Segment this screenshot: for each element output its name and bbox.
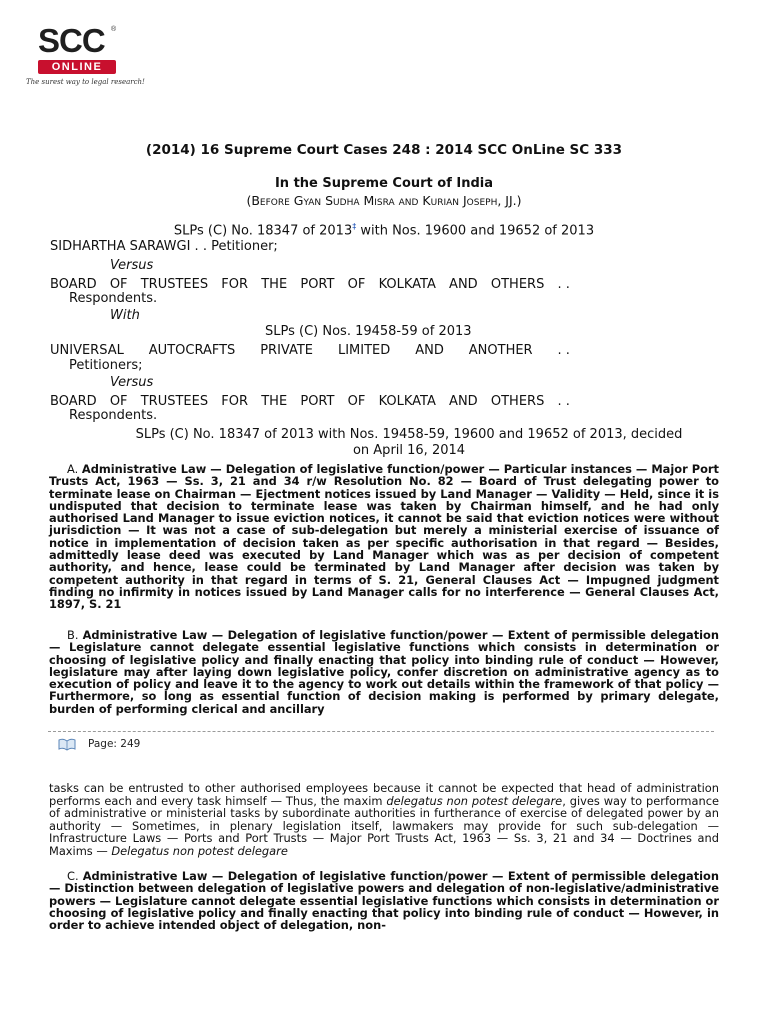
- respondent-2-word: PORT: [300, 394, 335, 409]
- respondent-2-word: BOARD: [50, 394, 97, 409]
- page-number: Page: 249: [88, 738, 141, 750]
- headnote-b-label: B.: [67, 628, 83, 642]
- headnote-b-cont-2: , gives way to performance of administrative or ministerial tasks by subordinate authorities in furtherance of exercise of delegated power by an authority — Sometimes, in plenary legislation itself, lawmakers may provide for such sub-delegation — Infrastructure Laws — Ports and Port Trusts — Major Port Trusts Act, 1963 — Ss. 3, 21 and 34 — Doctrines and Maxims —: [49, 793, 719, 858]
- headnote-c: [49, 870, 719, 931]
- logo-online-band: ONLINE: [38, 60, 116, 74]
- petitioner-2: [50, 343, 570, 358]
- case-citation: (2014) 16 Supreme Court Cases 248 : 2014 SCC OnLine SC 333: [145, 142, 623, 158]
- respondent-1-word: THE: [261, 277, 288, 292]
- page-divider: [48, 731, 714, 732]
- decided-line-1: SLPs (C) No. 18347 of 2013 with Nos. 19458-59, 19600 and 19652 of 2013, decided: [135, 427, 683, 442]
- respondent-1: [50, 277, 570, 292]
- respondent-2-word: . .: [557, 394, 570, 409]
- respondent-1-cont: Respondents.: [69, 291, 158, 306]
- headnote-b-text: Administrative Law — Delegation of legislative function/power — Extent of permissible delegation — Legislature cannot delegate essential legislative functions which consists in determination or choosing of legislative policy and finally enacting that policy into binding rule of conduct — However, legislature may after laying down legislative policy, confer discretion on administrative agency as to execution of policy and leave it to the agency to work out details within the framework of that policy — Furthermore, so long as essential function of decision making is performed by primary delegate, burden of performing clerical and ancillary: [49, 628, 719, 716]
- petitioner-2-word: PRIVATE: [260, 343, 314, 358]
- with-label: With: [110, 308, 140, 323]
- respondent-2-cont: Respondents.: [69, 408, 158, 423]
- slp-number-1: [0, 222, 768, 238]
- scc-online-logo: [26, 22, 145, 94]
- respondent-2-word: FOR: [221, 394, 249, 409]
- petitioner-2-word: . .: [557, 343, 570, 358]
- book-icon: [58, 737, 76, 751]
- respondent-1-word: AND: [449, 277, 478, 292]
- headnote-b: [49, 629, 719, 715]
- decided-line: [50, 427, 768, 459]
- slp-rest-1: with Nos. 19600 and 19652 of 2013: [356, 223, 595, 239]
- petitioner-2-word: ANOTHER: [468, 343, 533, 358]
- headnote-b-continued: [49, 782, 719, 857]
- logo-tagline: The surest way to legal research!: [26, 78, 145, 86]
- respondent-2-word: OTHERS: [490, 394, 545, 409]
- headnote-a-label: A.: [67, 462, 82, 476]
- respondent-1-word: PORT: [300, 277, 335, 292]
- respondent-1-word: TRUSTEES: [140, 277, 209, 292]
- logo-registered-mark: ®: [111, 26, 117, 33]
- slp-number-2: SLPs (C) Nos. 19458-59 of 2013: [265, 324, 472, 339]
- headnote-b-cont-1: tasks can be entrusted to other authorised employees because it cannot be expected that head of administration performs each and every task himself — Thus, the maxim: [49, 781, 719, 808]
- respondent-1-word: BOARD: [50, 277, 97, 292]
- respondent-2-word: AND: [449, 394, 478, 409]
- petitioner-2-word: AUTOCRAFTS: [148, 343, 236, 358]
- respondent-1-word: . .: [557, 277, 570, 292]
- respondent-1-word: OF: [347, 277, 366, 292]
- respondent-1-word: KOLKATA: [378, 277, 436, 292]
- headnote-a: [49, 463, 719, 611]
- decided-line-2: on April 16, 2014: [352, 443, 466, 458]
- page-marker: [58, 737, 140, 751]
- petitioner-2-word: AND: [415, 343, 444, 358]
- headnote-c-label: C.: [67, 869, 83, 883]
- respondent-2-word: TRUSTEES: [140, 394, 209, 409]
- versus-1: Versus: [110, 258, 154, 273]
- footnote-link[interactable]: ‡: [352, 222, 357, 231]
- respondent-1-word: OF: [109, 277, 128, 292]
- maxim-2: Delegatus non potest delegare: [111, 843, 288, 858]
- respondent-2-word: KOLKATA: [378, 394, 436, 409]
- respondent-1-word: FOR: [221, 277, 249, 292]
- versus-2: Versus: [110, 375, 154, 390]
- slp-text-1: SLPs (C) No. 18347 of 2013: [173, 223, 353, 239]
- petitioner-2-cont: Petitioners;: [69, 358, 143, 373]
- petitioner-2-word: LIMITED: [337, 343, 391, 358]
- respondent-2-word: OF: [109, 394, 128, 409]
- respondent-2-word: OF: [347, 394, 366, 409]
- respondent-2-word: THE: [261, 394, 288, 409]
- headnote-a-text: Administrative Law — Delegation of legislative function/power — Particular instances — Major Port Trusts Act, 1963 — Ss. 3, 21 and 34 r/w Resolution No. 82 — Board of Trust delegating power to terminate lease on Chairman — Ejectment notices issued by Land Manager — Validity — Held, since it is undisputed that decision to terminate lease was taken by Chairman himself, and he had only authorised Land Manager to issue eviction notices, it cannot be said that eviction notices were without jurisdiction — It was not a case of sub-delegation but merely a ministerial exercise of issuance of notice in implementation of decision taken as per specific authorisation in that regard — Besides, admittedly lease deed was executed by Land Manager which was as per decision of competent authority, and hence, lease could be terminated by Land Manager after decision was taken by competent authority in that regard in terms of S. 21, General Clauses Act — Impugned judgment finding no infirmity in notices issued by Land Manager calls for no interference — General Clauses Act, 1897, S. 21: [49, 462, 719, 612]
- respondent-2: [50, 394, 570, 409]
- court-name: In the Supreme Court of India: [274, 176, 494, 191]
- respondent-1-word: OTHERS: [490, 277, 545, 292]
- petitioner-1: SIDHARTHA SARAWGI . . Petitioner;: [50, 239, 278, 254]
- petitioner-2-word: UNIVERSAL: [50, 343, 124, 358]
- headnote-c-text: Administrative Law — Delegation of legislative function/power — Extent of permissible delegation — Distinction between delegation of legislative powers and delegation of non-legislative/administrative powers — Legislature cannot delegate essential legislative functions which consists in determination or choosing of legislative policy and finally enacting that policy into binding rule of conduct — However, in order to achieve intended object of delegation, non-: [49, 869, 719, 933]
- bench-judges: (Before Gyan Sudha Misra and Kurian Joseph, JJ.): [246, 193, 522, 208]
- maxim-1: delegatus non potest delegare: [386, 793, 563, 808]
- logo-brand: SCC: [38, 22, 105, 59]
